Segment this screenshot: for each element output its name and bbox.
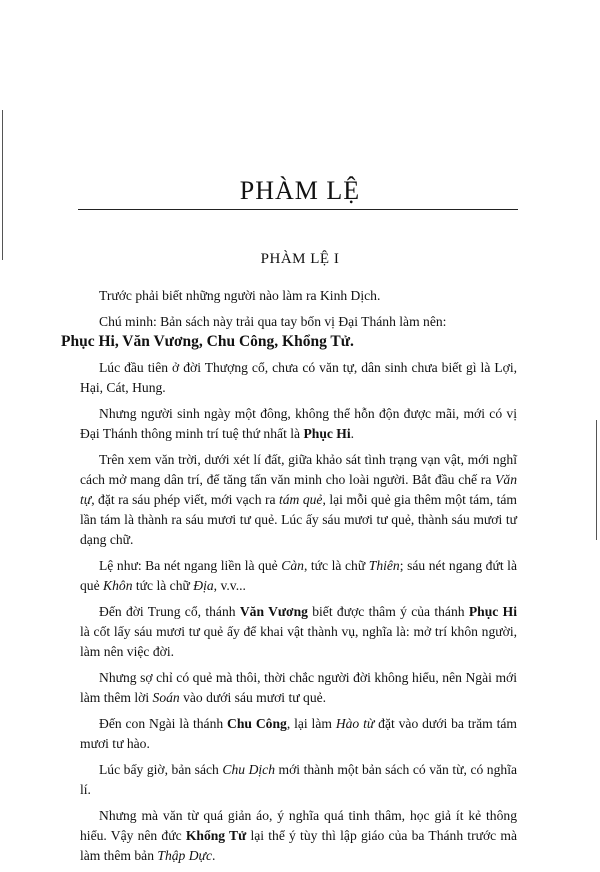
paragraph-9: Đến con Ngài là thánh Chu Công, lại làm Hào từ đặt vào dưới ba trăm tám mươi tư hào. [80,716,517,751]
paragraph-11: Nhưng mà văn từ quá giản áo, ý nghĩa quá tinh thâm, học giả ít kẻ thông hiểu. Vậy nên đức Khổng Tử lại thể ý tùy thì lập giáo của ba Thánh trước mà làm thêm bản Thập Dực. [80,808,518,863]
title-rule [78,209,518,210]
chapter-title: PHÀM LỆ [239,176,361,205]
paragraph-4: Nhưng người sinh ngày một đông, không thể hỗn độn được mãi, mới có vị Đại Thánh thông minh trí tuệ thứ nhất là Phục Hi. [80,406,517,441]
paragraph-1: Trước phải biết những người nào làm ra Kinh Dịch. [99,288,381,303]
paragraph-7: Đến đời Trung cổ, thánh Văn Vương biết được thâm ý của thánh Phục Hi là cốt lấy sáu mươi tư quẻ ấy để khai vật thành vụ, nghĩa là: mở trí khôn người, làm nên việc đời. [80,604,517,659]
body-text [61,286,518,872]
section-title: PHÀM LỆ I [260,251,340,267]
sage-names: Phục Hi, Văn Vương, Chu Công, Khổng Tử. [61,333,354,350]
paragraph-5: Trên xem văn trời, dưới xét lí đất, giữa khảo sát tình trạng vạn vật, mới nghĩ cách mở mang dân trí, để tăng tấn văn minh cho loài người. Bắt đầu chế ra Văn tự, đặt ra sáu phép viết, mới vạch ra tám quẻ, lại mỗi quẻ gia thêm một tám, tám lần tám là thành ra sáu mươi tư quẻ. Lúc ấy sáu mươi tư quẻ, thành sáu mươi tư dạng chữ. [80,452,517,547]
right-scan-edge [596,420,597,540]
paragraph-6: Lệ như: Ba nét ngang liền là quẻ Càn, tức là chữ Thiên; sáu nét ngang đứt là quẻ Khôn tức là chữ Địa, v.v... [80,558,517,593]
paragraph-10: Lúc bấy giờ, bản sách Chu Dịch mới thành một bản sách có văn từ, có nghĩa lí. [80,762,518,797]
paragraph-2: Chú minh: Bản sách này trải qua tay bốn vị Đại Thánh làm nên: Phục Hi, Văn Vương, Chu Công, Khổng Tử. [61,314,447,350]
paragraph-3: Lúc đầu tiên ở đời Thượng cổ, chưa có văn tự, dân sinh chưa biết gì là Lợi, Hại, Cát, Hung. [80,360,517,395]
paragraph-8: Nhưng sợ chỉ có quẻ mà thôi, thời chắc người đời không hiểu, nên Ngài mới làm thêm lời Soán vào dưới sáu mươi tư quẻ. [80,670,517,705]
